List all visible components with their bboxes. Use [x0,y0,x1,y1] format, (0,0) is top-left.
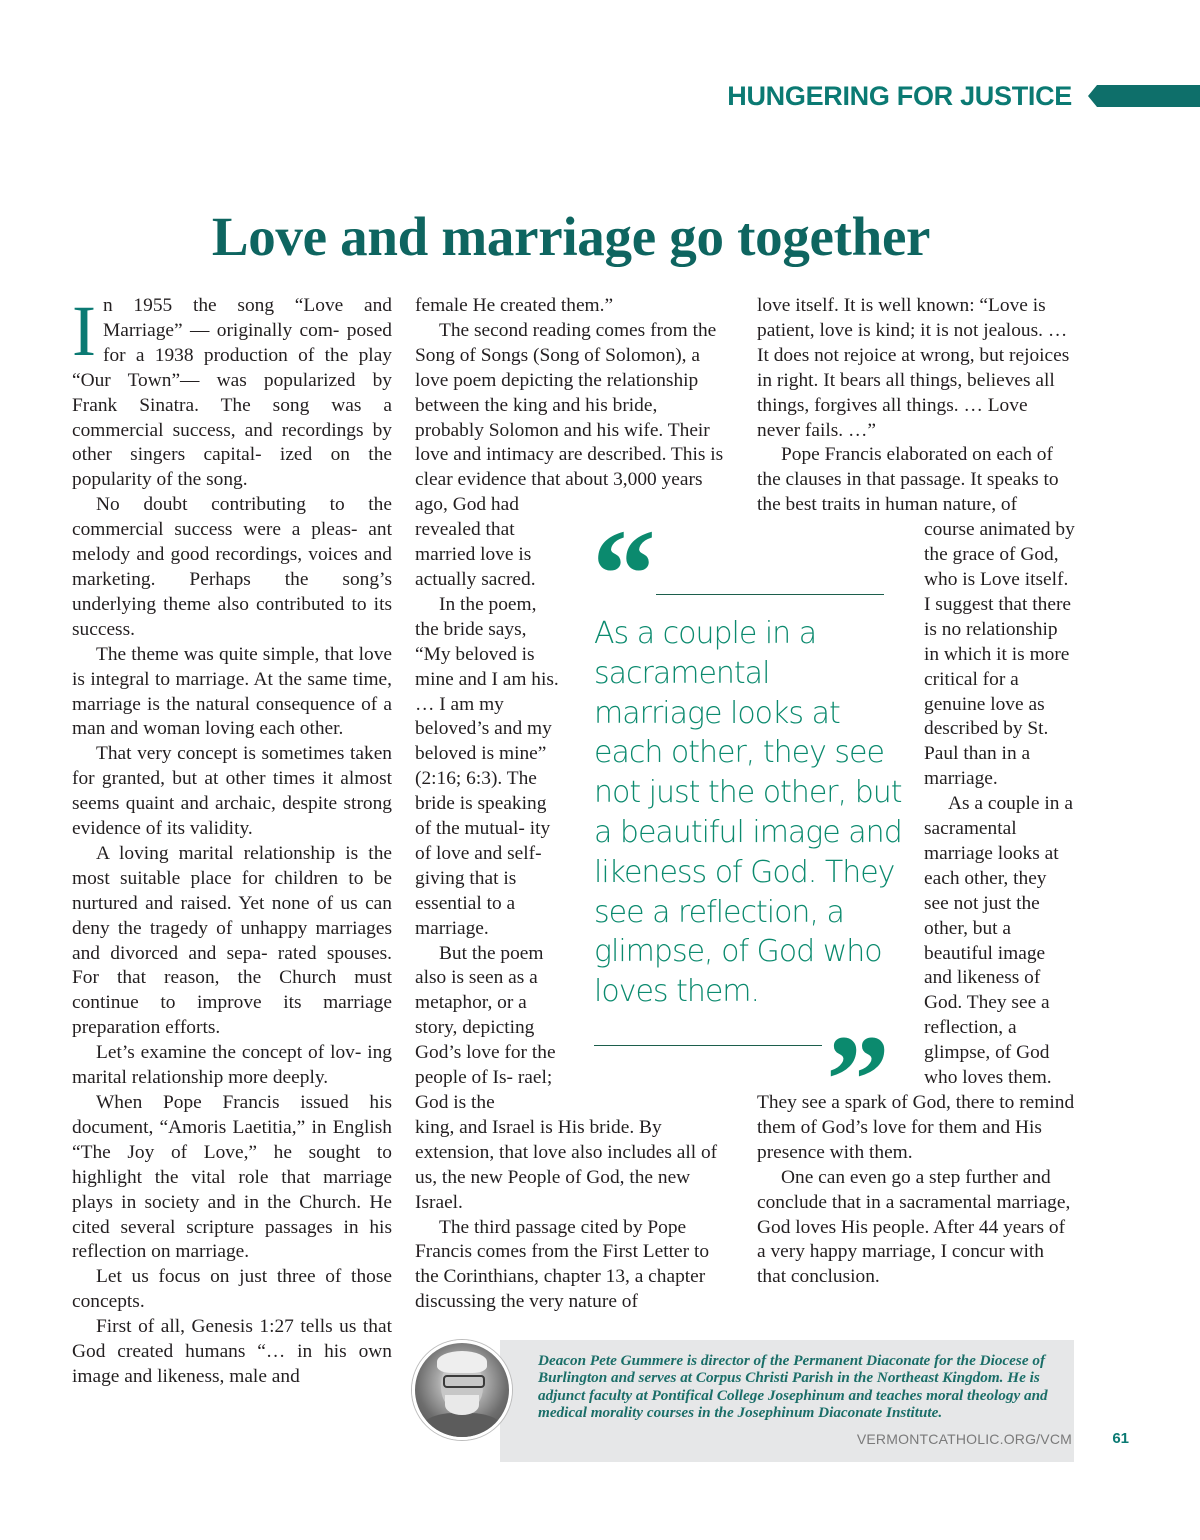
author-bio-text: Deacon Pete Gummere is director of the Permanent Diaconate for the Diocese of Burlington and serves at Corpus Christi Parish in the Northeast Kingdom. He is adjunct faculty at Pontifical College Josephinum and teaches moral theology and medical morality courses in the Josephinum Diaconate Institute. [538,1352,1048,1422]
paragraph: But the poem also is seen as a metaphor, or a story, depicting God’s love for the people of Is- rael; God is the [415,942,556,1113]
section-tab-marker [1088,85,1200,107]
footer-url: VERMONTCATHOLIC.ORG/VCM [856,1431,1072,1447]
paragraph: female He created them.” [415,295,614,316]
open-quote-mark-icon: “ [592,503,656,645]
pull-quote-top-rule [656,594,884,595]
paragraph: king, and Israel is His bride. By extension, that love also includes all of us, the new People of God, the new Israel. [415,1116,718,1213]
paragraph: A loving marital relationship is the most suitable place for children to be nurtured and raised. Yet none of us can deny the tragedy of unhappy marriages and divorced and sepa- rated spouses. For that reason, the Church must continue to improve its marriage preparation efforts. [72,842,392,1039]
pull-quote [592,503,902,1151]
paragraph: That very concept is sometimes taken for granted, but at other times it almost seems quaint and archaic, despite strong evidence of its validity. [72,743,392,840]
paragraph: course animated by the grace of God, who is Love itself. I suggest that there is no relationship in which it is more critical for a genuine love as described by St. Paul than in a marriage. [924,519,1075,790]
paragraph: One can even go a step further and conclude that in a sacramental marriage, God loves His people. After 44 years of a very happy marriage, I concur with that conclusion. [757,1166,1071,1288]
close-quote-mark-icon: ” [826,1009,890,1151]
page-number: 61 [1112,1430,1129,1447]
section-header [727,78,1200,114]
article-column-1 [72,291,392,1390]
pull-quote-text: As a couple in a sacramental marriage looks at each other, they see not just the other, but a beautiful image and likeness of God. They see a reflection, a glimpse, of God who loves them. [594,616,902,1010]
column-2-narrow-block [415,518,563,1116]
paragraph: No doubt contributing to the commercial success were a pleas- ant melody and good recordings, voices and marketing. Perhaps the song’s underlying theme also contributed to its success. [72,494,392,640]
section-title: HUNGERING FOR JUSTICE [727,80,1072,111]
paragraph: When Pope Francis issued his document, “Amoris Laetitia,” in English “The Joy of Love,” he sought to highlight the vital role that marriage plays in society and in the Church. He cited several scripture passages in his reflection on marriage. [72,1092,392,1263]
drop-cap: I [72,291,96,371]
paragraph: As a couple in a sacramental marriage looks at each other, they see not just the other, but a beautiful image and likeness of God. They see a reflection, a glimpse, of God who loves them. [924,793,1073,1089]
paragraph: The third passage cited by Pope Francis comes from the First Letter to the Corinthians, chapter 13, a chapter discussing the very nature of [415,1216,710,1313]
paragraph: love itself. It is well known: “Love is patient, love is kind; it is not jealous. … It does not rejoice at wrong, but rejoices in right. It bears all things, believes all things, forgives all things. … Love never fails. …” [757,295,1070,441]
column-3-narrow-block [924,518,1075,1091]
paragraph: In 1955 the song “Love and Marriage” — originally com- posed for a 1938 production of the play “Our Town”— was popularized by Frank Sinatra. The song was a commercial success, and recordings by other singers capital- ized on the popularity of the song. [72,291,392,491]
author-photo [412,1340,512,1440]
paragraph: revealed that married love is actually sacred. [415,519,536,590]
paragraph: Let’s examine the concept of lov- ing marital relationship more deeply. [72,1042,392,1089]
paragraph: In the poem, the bride says, “My beloved is mine and I am his. … I am my beloved’s and my beloved is mine” (2:16; 6:3). The bride is speaking of the mutual- ity of love and self-giving that is essential to a marriage. [415,593,559,939]
article-title: Love and marriage go together [211,206,931,267]
paragraph: The second reading comes from the Song of Songs (Song of Solomon), a love poem depicting the relationship between the king and his bride, probably Solomon and his wife. Their love and intimacy are described. This is clear evidence that about 3,000 years ago, God had [415,319,724,516]
pull-quote-bottom-rule [594,1045,822,1046]
paragraph: They see a spark of God, there to remind them of God’s love for them and His presence with them. [757,1092,1075,1163]
paragraph: The theme was quite simple, that love is integral to marriage. At the same time, marriage is the natural consequence of a man and woman loving each other. [72,643,392,740]
paragraph: First of all, Genesis 1:27 tells us that God created humans “… in his own image and likeness, male and [72,1316,392,1387]
paragraph: Let us focus on just three of those concepts. [72,1266,392,1313]
paragraph: Pope Francis elaborated on each of the clauses in that passage. It speaks to the best traits in human nature, of [757,444,1059,516]
